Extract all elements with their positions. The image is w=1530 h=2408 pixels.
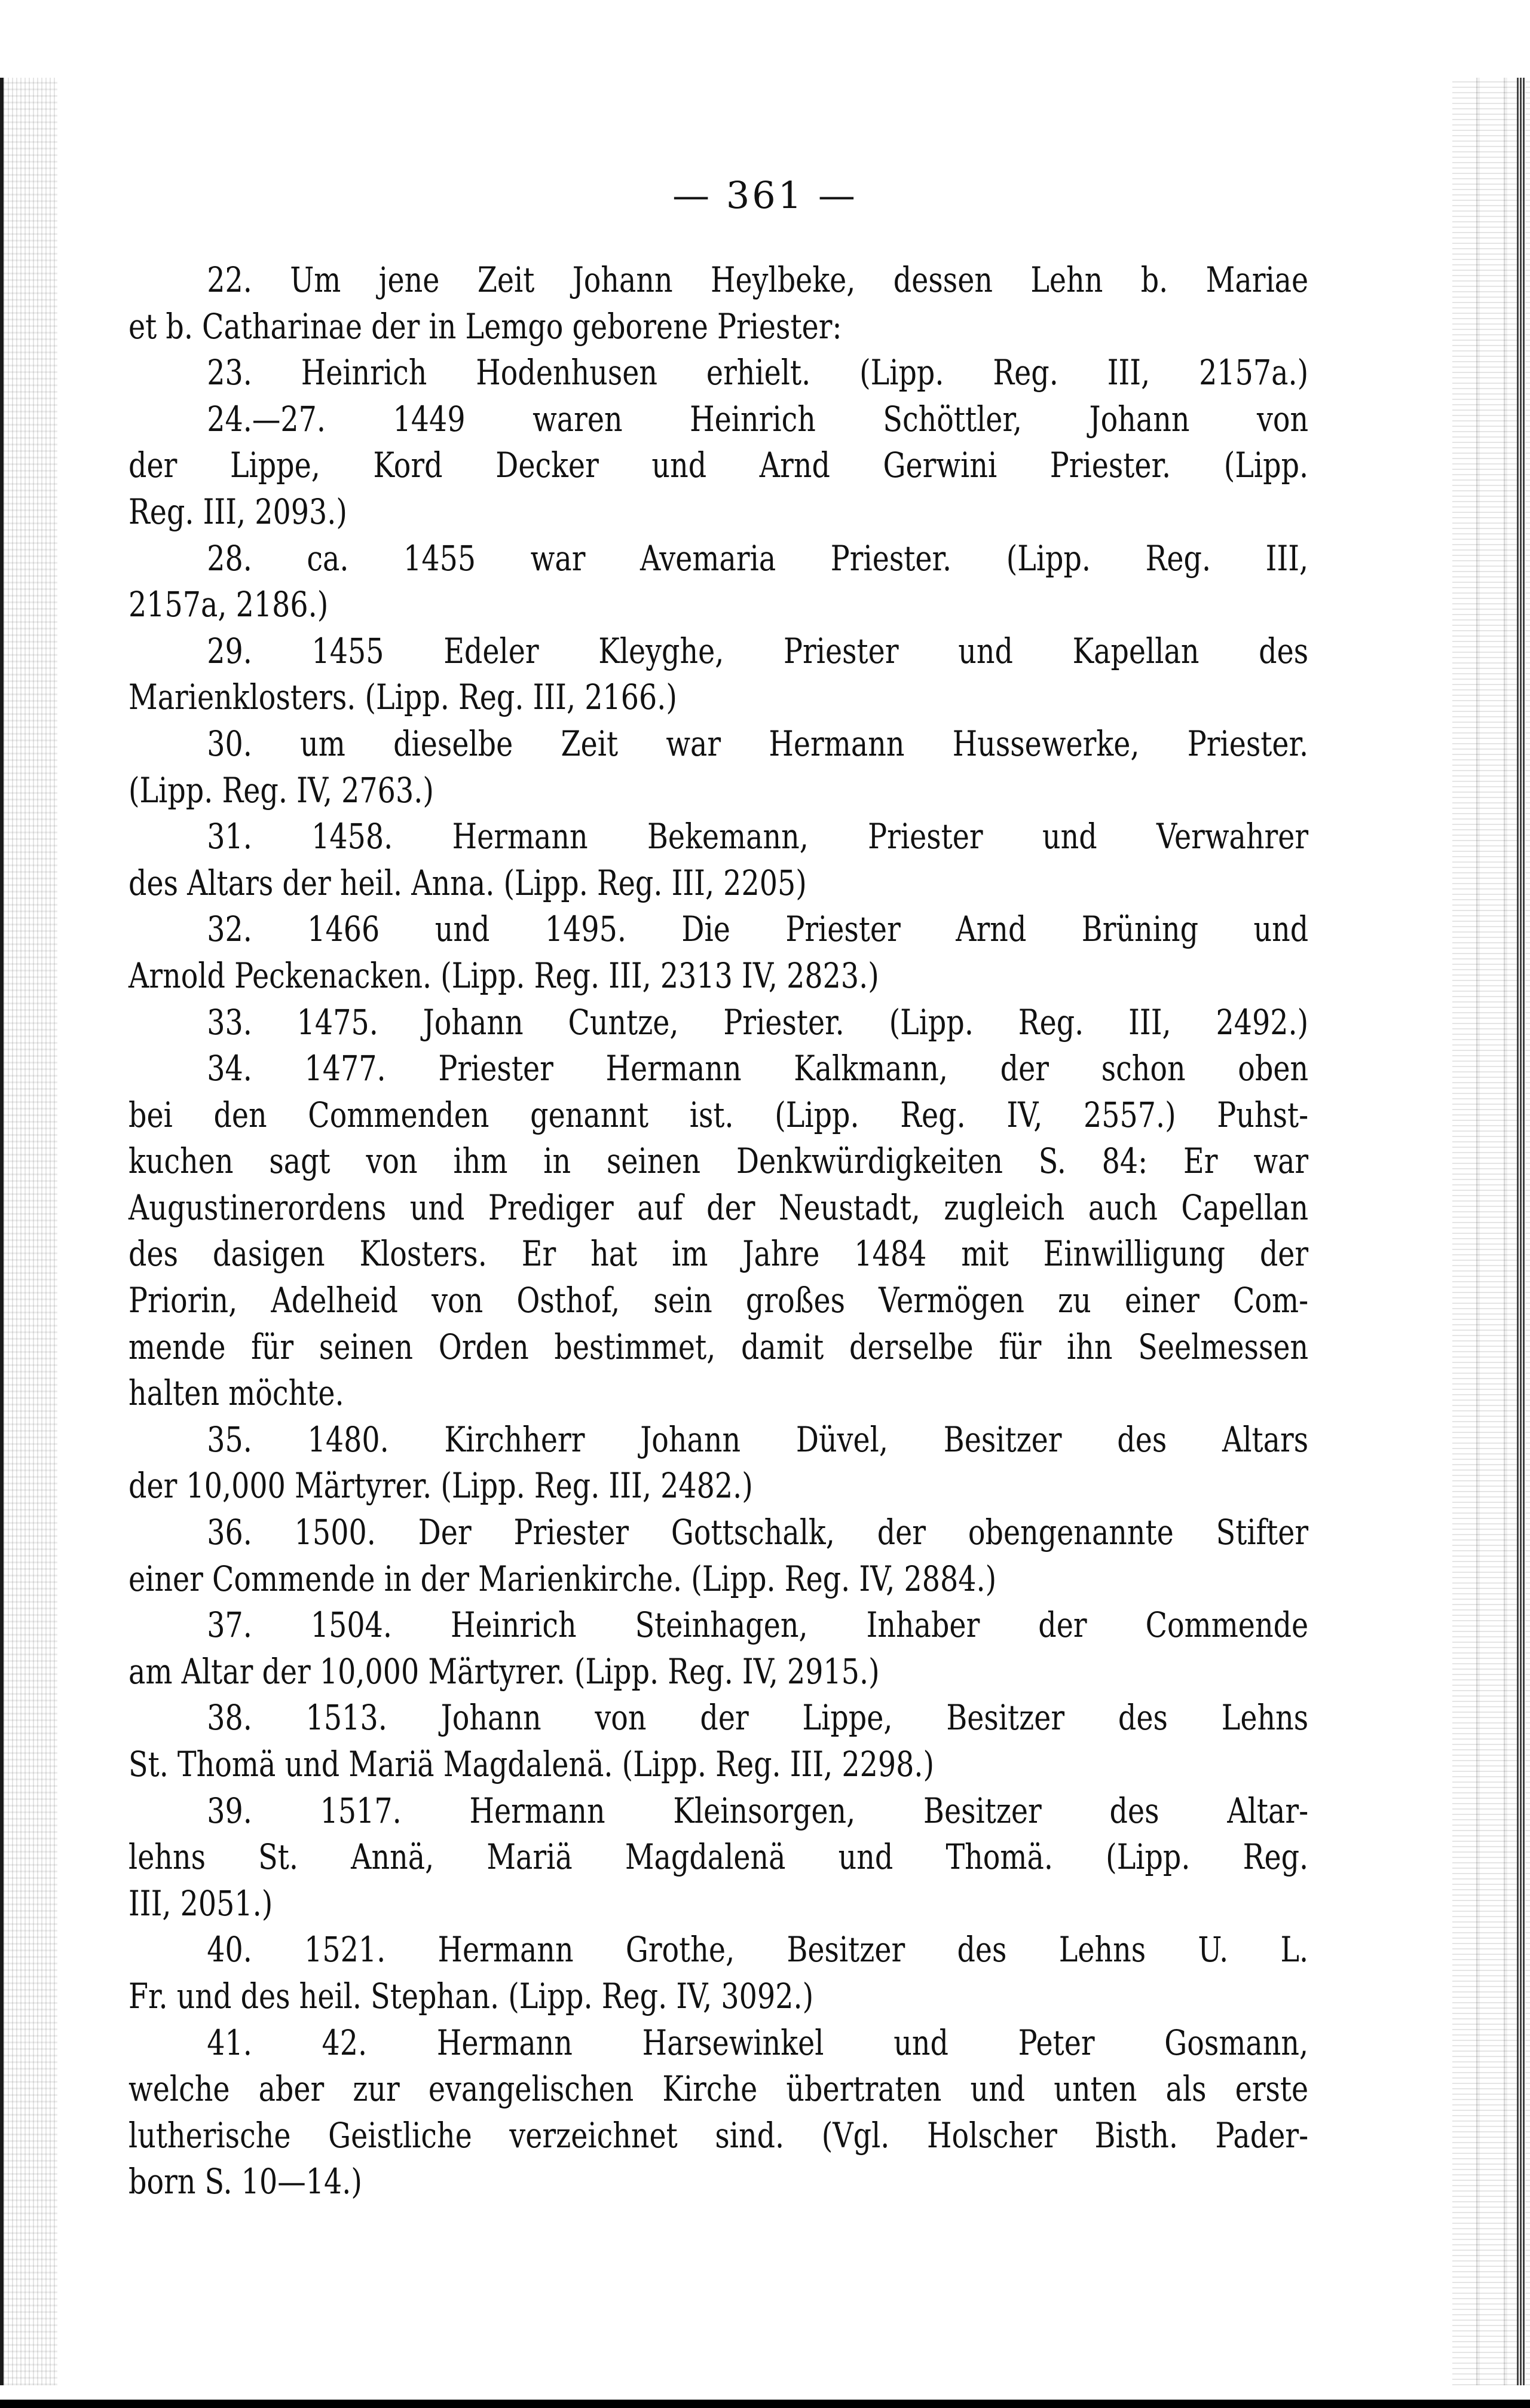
text-line: lehns St. Annä, Mariä Magdalenä und Thomä. (Lipp. Reg.: [128, 1836, 1309, 1878]
text-line: Augustinerordens und Prediger auf der Neustadt, zugleich auch Capellan: [128, 1187, 1309, 1228]
text-line: Arnold Peckenacken. (Lipp. Reg. III, 2313 IV, 2823.): [128, 955, 879, 996]
text-line: III, 2051.): [128, 1883, 273, 1924]
text-line: 40. 1521. Hermann Grothe, Besitzer des Lehns U. L.: [207, 1929, 1309, 1970]
text-line: des Altars der heil. Anna. (Lipp. Reg. III, 2205): [128, 862, 807, 903]
text-line: 28. ca. 1455 war Avemaria Priester. (Lipp. Reg. III,: [207, 537, 1309, 579]
page-number: — 361 —: [672, 173, 858, 217]
text-line: lutherische Geistliche verzeichnet sind. (Vgl. Holscher Bisth. Pader-: [128, 2114, 1309, 2156]
text-line: Priorin, Adelheid von Osthof, sein großes Vermögen zu einer Com-: [128, 1280, 1309, 1321]
text-line: 31. 1458. Hermann Bekemann, Priester und Verwahrer: [207, 816, 1309, 857]
text-line: mende für seinen Orden bestimmet, damit derselbe für ihn Seelmessen: [128, 1326, 1309, 1367]
text-line: St. Thomä und Mariä Magdalenä. (Lipp. Reg. III, 2298.): [128, 1744, 935, 1784]
text-line: 38. 1513. Johann von der Lippe, Besitzer des Lehns: [207, 1697, 1309, 1738]
text-line: 24.—27. 1449 waren Heinrich Schöttler, Johann von: [207, 398, 1309, 439]
text-line: 2157a, 2186.): [128, 584, 329, 625]
text-line: born S. 10—14.): [128, 2161, 362, 2202]
text-line: 23. Heinrich Hodenhusen erhielt. (Lipp. Reg. III, 2157a.): [207, 352, 1309, 393]
text-line: welche aber zur evangelischen Kirche übertraten und unten als erste: [128, 2068, 1309, 2110]
text-line: 41. 42. Hermann Harsewinkel und Peter Gosmann,: [207, 2022, 1309, 2063]
text-line: der Lippe, Kord Decker und Arnd Gerwini Priester. (Lipp.: [128, 445, 1309, 486]
text-line: des dasigen Klosters. Er hat im Jahre 1484 mit Einwilligung der: [128, 1233, 1309, 1275]
text-line: (Lipp. Reg. IV, 2763.): [128, 769, 434, 811]
text-line: halten möchte.: [128, 1373, 344, 1414]
text-line: 33. 1475. Johann Cuntze, Priester. (Lipp. Reg. III, 2492.): [207, 1001, 1309, 1043]
text-line: am Altar der 10,000 Märtyrer. (Lipp. Reg. IV, 2915.): [128, 1651, 880, 1692]
text-line: 30. um dieselbe Zeit war Hermann Hussewerke, Priester.: [207, 723, 1309, 764]
text-line: einer Commende in der Marienkirche. (Lipp. Reg. IV, 2884.): [128, 1558, 997, 1599]
text-line: 37. 1504. Heinrich Steinhagen, Inhaber der Commende: [207, 1605, 1309, 1646]
scan-noise-left-margin: [4, 78, 57, 2385]
text-line: 32. 1466 und 1495. Die Priester Arnd Brüning und: [207, 909, 1309, 950]
text-line: kuchen sagt von ihm in seinen Denkwürdigkeiten S. 84: Er war: [128, 1141, 1309, 1182]
book-gutter-right: [1517, 78, 1525, 2385]
text-line: bei den Commenden genannt ist. (Lipp. Reg. IV, 2557.) Puhst-: [128, 1094, 1309, 1135]
text-line: 36. 1500. Der Priester Gottschalk, der obengenannte Stifter: [207, 1512, 1309, 1553]
text-line: 29. 1455 Edeler Kleyghe, Priester und Kapellan des: [207, 630, 1309, 671]
text-line: Marienklosters. (Lipp. Reg. III, 2166.): [128, 677, 677, 718]
page-body-text: [128, 257, 1309, 2205]
scan-bottom-edge: [0, 2400, 1530, 2408]
text-line: der 10,000 Märtyrer. (Lipp. Reg. III, 2482.): [128, 1465, 753, 1506]
text-line: Reg. III, 2093.): [128, 491, 347, 532]
text-line: et b. Catharinae der in Lemgo geborene Priester:: [128, 305, 842, 347]
text-line: 34. 1477. Priester Hermann Kalkmann, der schon oben: [207, 1048, 1309, 1089]
text-line: Fr. und des heil. Stephan. (Lipp. Reg. IV, 3092.): [128, 1975, 814, 2016]
text-line: 22. Um jene Zeit Johann Heylbeke, dessen Lehn b. Mariae: [207, 259, 1309, 300]
text-line: 39. 1517. Hermann Kleinsorgen, Besitzer des Altar-: [207, 1790, 1309, 1831]
text-line: 35. 1480. Kirchherr Johann Düvel, Besitzer des Altars: [207, 1419, 1309, 1460]
